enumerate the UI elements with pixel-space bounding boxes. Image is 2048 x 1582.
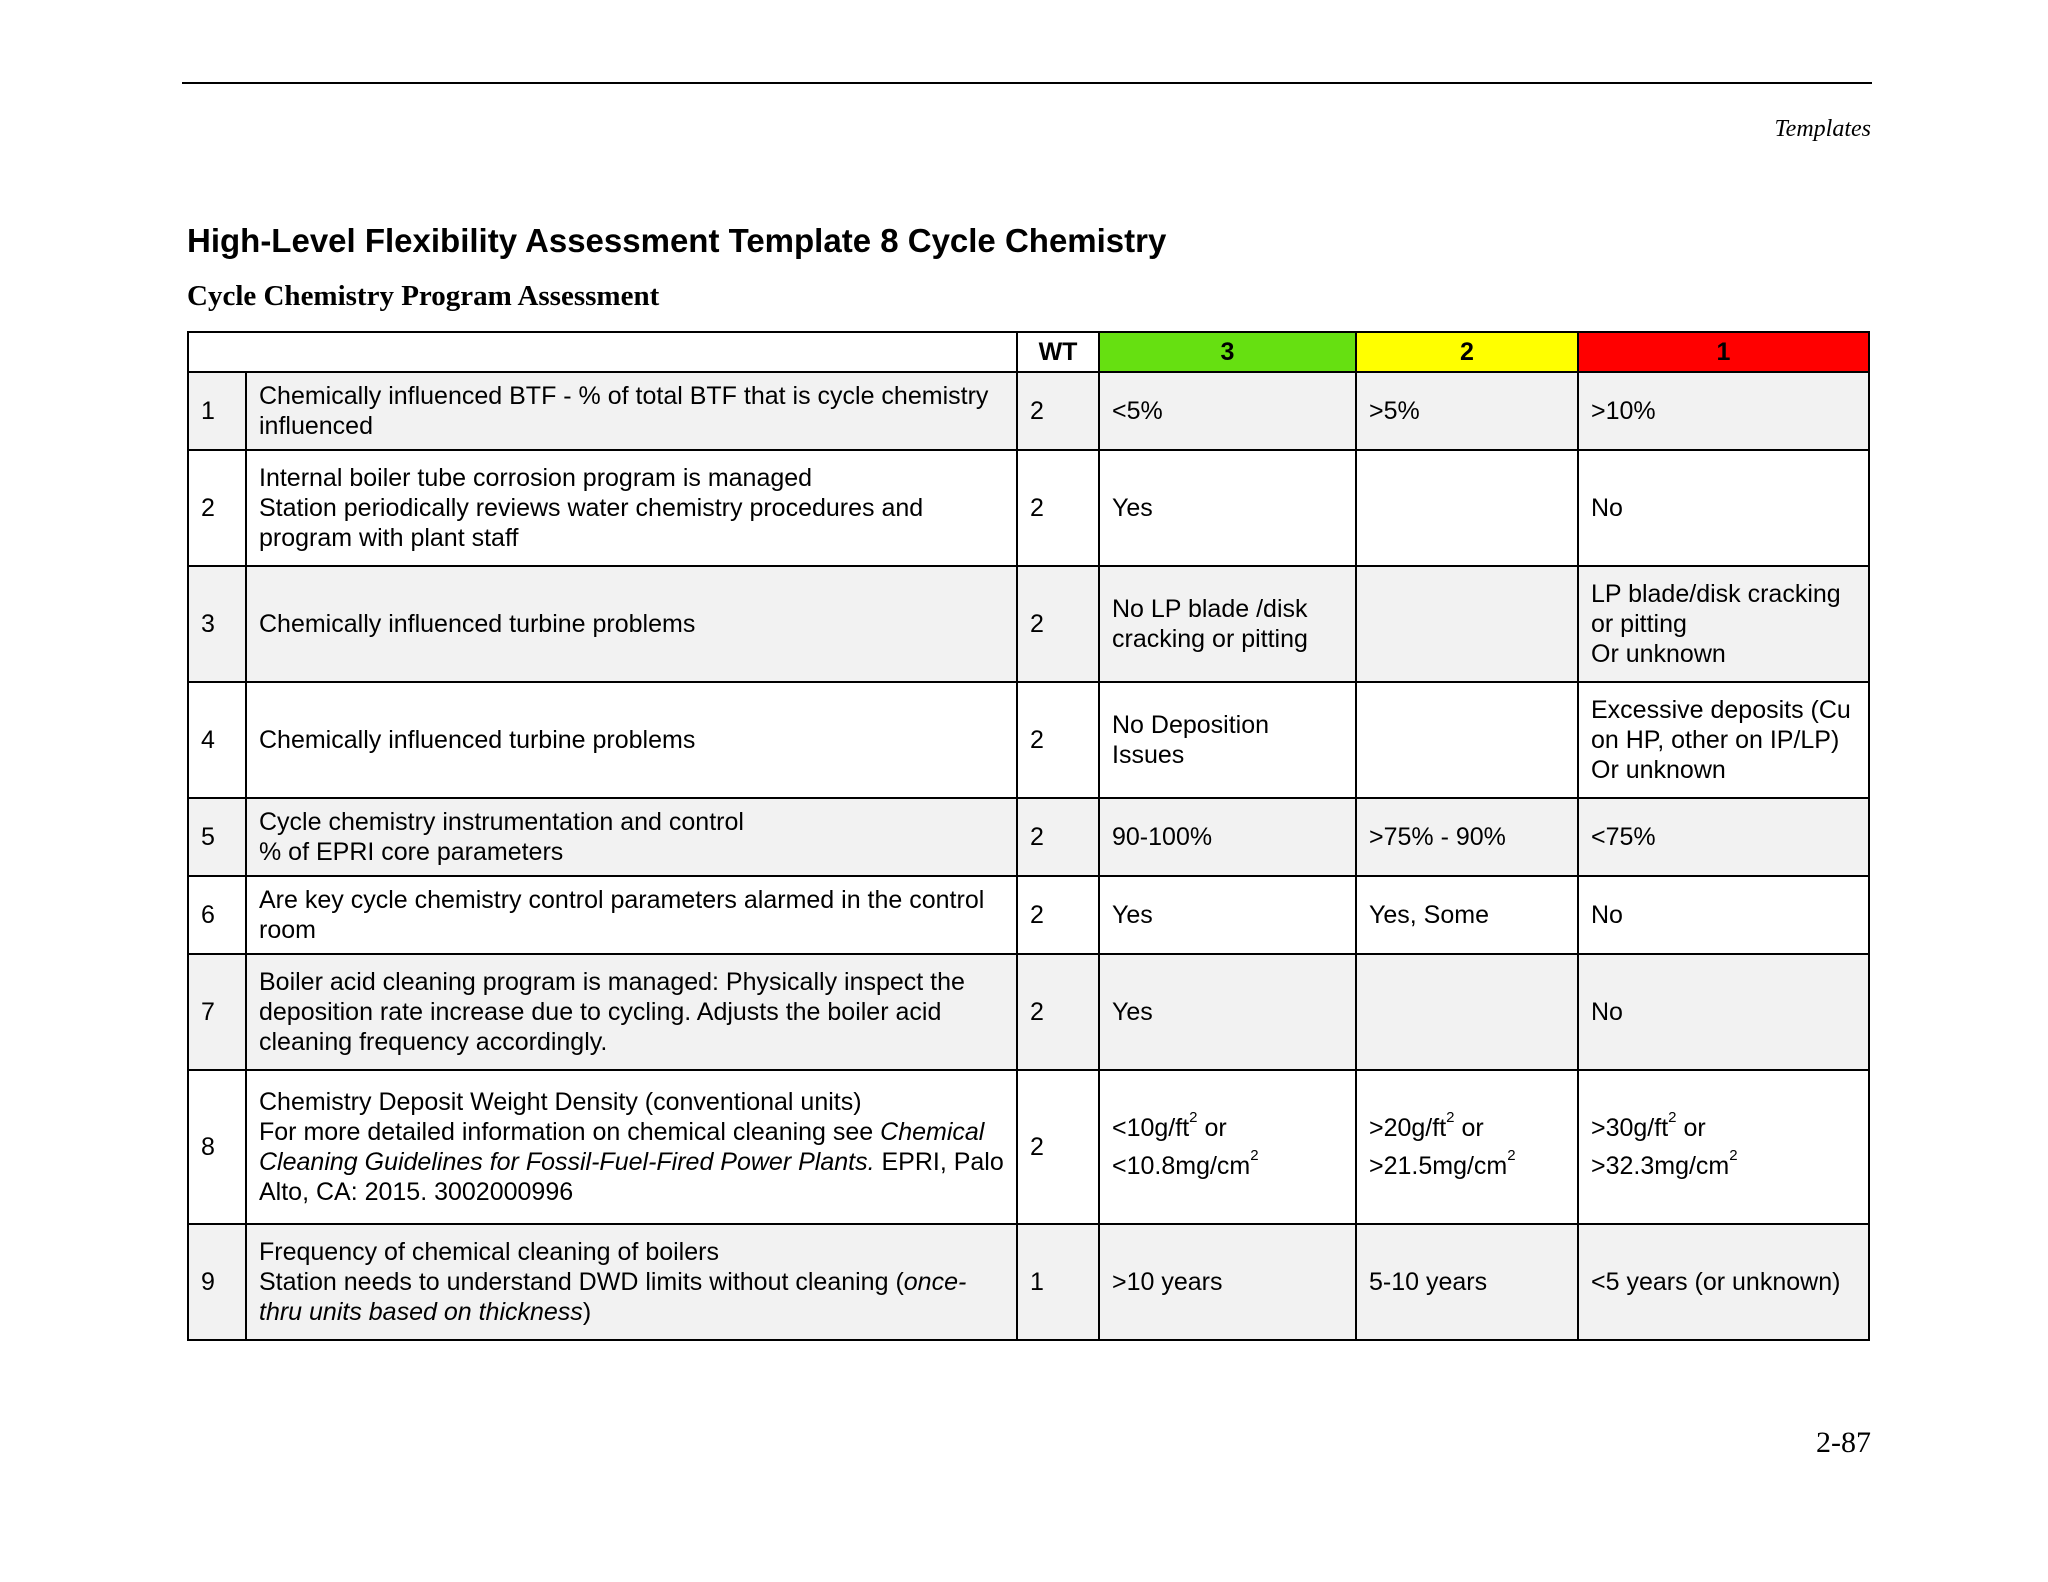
table-row xyxy=(188,1224,1869,1340)
row-score-3: Yes xyxy=(1099,954,1356,1070)
row-score-1: No xyxy=(1578,954,1869,1070)
row-weight: 1 xyxy=(1017,1224,1099,1340)
row-description: Chemistry Deposit Weight Density (conventional units) For more detailed information on chemical cleaning see Chemical Cleaning Guidelines for Fossil-Fuel-Fired Power Plants. EPRI, Palo Alto, CA: 2015. 3002000996 xyxy=(246,1070,1017,1224)
row-score-1: Excessive deposits (Cu on HP, other on IP/LP) Or unknown xyxy=(1578,682,1869,798)
row-number: 2 xyxy=(188,450,246,566)
row-weight: 2 xyxy=(1017,876,1099,954)
row-score-2: $>20g/ft^2$ or $>21.5mg/cm^2$ xyxy=(1356,1070,1578,1224)
row-score-3: <5% xyxy=(1099,372,1356,450)
row-score-2: 5-10 years xyxy=(1356,1224,1578,1340)
row-description: Internal boiler tube corrosion program is managed Station periodically reviews water chemistry procedures and program with plant staff xyxy=(246,450,1017,566)
table-row xyxy=(188,954,1869,1070)
row-weight: 2 xyxy=(1017,954,1099,1070)
running-header: Templates xyxy=(1774,116,1871,142)
row-score-1: >10% xyxy=(1578,372,1869,450)
row-weight: 2 xyxy=(1017,798,1099,876)
assessment-table xyxy=(187,331,1870,1341)
header-score-1: 1 xyxy=(1578,332,1869,372)
row-score-1: <75% xyxy=(1578,798,1869,876)
row-score-2: >5% xyxy=(1356,372,1578,450)
row-score-3: Yes xyxy=(1099,876,1356,954)
row-number: 7 xyxy=(188,954,246,1070)
row-number: 3 xyxy=(188,566,246,682)
row-score-3: >10 years xyxy=(1099,1224,1356,1340)
row-score-1: $>30g/ft^2$ or $>32.3mg/cm^2$ xyxy=(1578,1070,1869,1224)
row-description: Frequency of chemical cleaning of boilers Station needs to understand DWD limits without cleaning (once-thru units based on thickness) xyxy=(246,1224,1017,1340)
row-score-3: 90-100% xyxy=(1099,798,1356,876)
table-row xyxy=(188,682,1869,798)
row-weight: 2 xyxy=(1017,1070,1099,1224)
header-score-2: 2 xyxy=(1356,332,1578,372)
row-weight: 2 xyxy=(1017,450,1099,566)
row-number: 9 xyxy=(188,1224,246,1340)
table-row xyxy=(188,798,1869,876)
row-description: Boiler acid cleaning program is managed: Physically inspect the deposition rate increase due to cycling. Adjusts the boiler acid cleaning frequency accordingly. xyxy=(246,954,1017,1070)
page-number: 2-87 xyxy=(1816,1426,1871,1459)
row-score-2: >75% - 90% xyxy=(1356,798,1578,876)
row-score-1: No xyxy=(1578,876,1869,954)
table-row xyxy=(188,1070,1869,1224)
page-title: High-Level Flexibility Assessment Template 8 Cycle Chemistry xyxy=(187,222,1167,259)
table-row xyxy=(188,876,1869,954)
citation-title: Chemical Cleaning Guidelines for Fossil-Fuel-Fired Power Plants. xyxy=(259,1118,985,1176)
table-row xyxy=(188,450,1869,566)
row-score-3: Yes xyxy=(1099,450,1356,566)
header-blank-cell xyxy=(188,332,1017,372)
row-description: Cycle chemistry instrumentation and control % of EPRI core parameters xyxy=(246,798,1017,876)
section-subtitle: Cycle Chemistry Program Assessment xyxy=(187,280,660,312)
header-rule xyxy=(182,82,1872,84)
row-score-1: LP blade/disk cracking or pitting Or unknown xyxy=(1578,566,1869,682)
row-score-3: No Deposition Issues xyxy=(1099,682,1356,798)
row-score-3: No LP blade /disk cracking or pitting xyxy=(1099,566,1356,682)
row-number: 4 xyxy=(188,682,246,798)
row-score-2: Yes, Some xyxy=(1356,876,1578,954)
row-number: 6 xyxy=(188,876,246,954)
row-description: Are key cycle chemistry control parameters alarmed in the control room xyxy=(246,876,1017,954)
row-score-3: $<10g/ft^2$ or $<10.8mg/cm^2$ xyxy=(1099,1070,1356,1224)
row-score-1: <5 years (or unknown) xyxy=(1578,1224,1869,1340)
table-row xyxy=(188,372,1869,450)
row-description: Chemically influenced turbine problems xyxy=(246,682,1017,798)
row-weight: 2 xyxy=(1017,682,1099,798)
row-description: Chemically influenced BTF - % of total BTF that is cycle chemistry influenced xyxy=(246,372,1017,450)
row-weight: 2 xyxy=(1017,566,1099,682)
row-score-2 xyxy=(1356,954,1578,1070)
table-row xyxy=(188,566,1869,682)
header-score-3: 3 xyxy=(1099,332,1356,372)
row-score-2 xyxy=(1356,450,1578,566)
header-wt: WT xyxy=(1017,332,1099,372)
row-number: 8 xyxy=(188,1070,246,1224)
row-weight: 2 xyxy=(1017,372,1099,450)
row-number: 5 xyxy=(188,798,246,876)
table-header-row xyxy=(188,332,1869,372)
row-score-2 xyxy=(1356,682,1578,798)
row-number: 1 xyxy=(188,372,246,450)
row-score-1: No xyxy=(1578,450,1869,566)
row-description: Chemically influenced turbine problems xyxy=(246,566,1017,682)
italic-note: once-thru units based on thickness xyxy=(259,1268,967,1326)
row-score-2 xyxy=(1356,566,1578,682)
